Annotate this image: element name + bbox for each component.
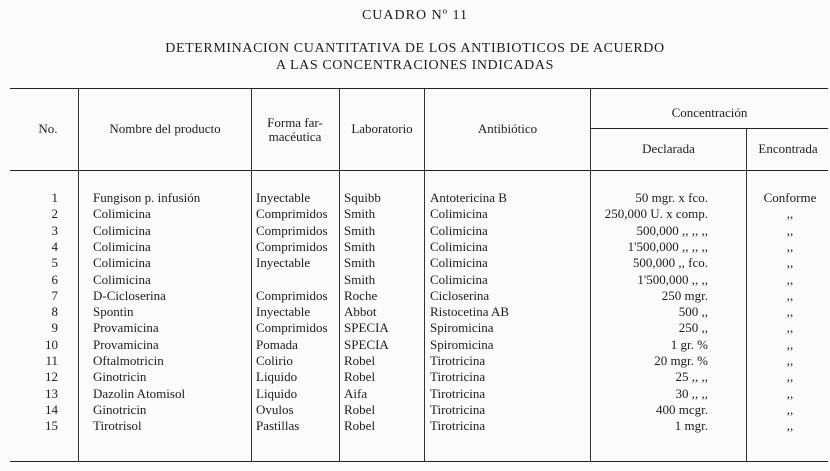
header-no: No.	[38, 121, 58, 136]
cell-encontrada: Conforme	[763, 190, 817, 205]
header-encontrada: Encontrada	[758, 141, 818, 156]
header-concentracion: Concentración	[671, 105, 748, 120]
cell-declarada: 250 ,,	[678, 320, 708, 336]
cell-declarada: 250,000 U. x comp.	[604, 206, 708, 222]
cell-antibiotico: Colimicina	[430, 222, 488, 238]
cell-declarada: 30 ,, ,,	[675, 385, 708, 401]
cell-forma: Comprimidos	[256, 287, 328, 303]
cell-encontrada: ,,	[786, 353, 794, 368]
cell-forma: Comprimidos	[256, 320, 328, 336]
cell-no: 13	[45, 385, 58, 401]
cell-laboratorio: SPECIA	[344, 336, 389, 352]
cell-antibiotico: Spiromicina	[430, 320, 494, 336]
header-forma	[252, 116, 338, 144]
cell-no: 8	[51, 304, 58, 320]
cell-no: 15	[45, 418, 58, 434]
cell-antibiotico: Tirotricina	[430, 401, 486, 417]
table-row	[0, 255, 830, 271]
cell-declarada: 1 gr. %	[670, 336, 708, 352]
cell-no: 12	[45, 369, 58, 385]
cell-laboratorio: Robel	[344, 401, 376, 417]
cell-encontrada: ,,	[786, 418, 794, 434]
cell-laboratorio: Robel	[344, 353, 376, 368]
cell-no: 5	[51, 255, 58, 271]
cell-no: 9	[51, 320, 58, 336]
cell-declarada: 400 mcgr.	[656, 401, 708, 417]
cell-antibiotico: Tirotricina	[430, 418, 486, 434]
cell-no: 2	[51, 206, 58, 222]
table-row	[0, 320, 830, 336]
table-row	[0, 272, 830, 288]
cell-antibiotico: Colimicina	[430, 255, 488, 271]
cell-laboratorio: Smith	[344, 271, 376, 287]
cell-encontrada: ,,	[786, 222, 794, 238]
cell-nombre: Tirotrisol	[93, 418, 142, 434]
cell-encontrada: ,,	[786, 320, 794, 336]
cell-encontrada: ,,	[786, 401, 794, 417]
cell-forma: Inyectable	[256, 255, 311, 271]
cell-antibiotico: Antotericina B	[430, 190, 507, 205]
cell-encontrada: ,,	[786, 385, 794, 401]
header-forma-line-1: Forma far-	[267, 115, 323, 130]
cell-declarada: 250 mgr.	[661, 287, 708, 303]
top-rule	[10, 88, 828, 89]
cell-declarada: 50 mgr. x fco.	[635, 190, 708, 205]
cell-encontrada: ,,	[786, 238, 794, 254]
cell-encontrada: ,,	[786, 271, 794, 287]
cell-laboratorio: Smith	[344, 255, 376, 271]
table-row	[0, 418, 830, 434]
cell-encontrada: ,,	[786, 369, 794, 385]
cell-antibiotico: Tirotricina	[430, 353, 486, 368]
cell-nombre: Provamicina	[93, 320, 159, 336]
cell-laboratorio: Robel	[344, 418, 376, 434]
cell-nombre: Ginotricin	[93, 369, 147, 385]
table-row	[0, 369, 830, 385]
cell-nombre: Colimicina	[93, 255, 151, 271]
cell-no: 14	[45, 401, 58, 417]
table-row	[0, 304, 830, 320]
table-row	[0, 288, 830, 304]
cell-encontrada: ,,	[786, 336, 794, 352]
header-declarada: Declarada	[642, 141, 695, 156]
cell-antibiotico: Tirotricina	[430, 385, 486, 401]
cell-declarada: 500,000 ,, fco.	[632, 255, 708, 271]
cell-nombre: Colimicina	[93, 206, 151, 222]
cell-nombre: Colimicina	[93, 238, 151, 254]
cell-no: 11	[45, 353, 58, 368]
cell-laboratorio: Squibb	[344, 190, 381, 205]
cell-no: 3	[51, 222, 58, 238]
cell-forma: Pomada	[256, 336, 298, 352]
bottom-rule	[10, 461, 828, 462]
cell-encontrada: ,,	[786, 255, 794, 271]
table-row	[0, 402, 830, 418]
cell-laboratorio: Smith	[344, 206, 376, 222]
concentration-rule	[590, 128, 828, 129]
cell-declarada: 1 mgr.	[674, 418, 708, 434]
header-forma-line-2: macéutica	[268, 129, 322, 144]
cell-encontrada: ,,	[786, 287, 794, 303]
cell-nombre: Oftalmotricin	[93, 353, 164, 368]
cell-nombre: Colimicina	[93, 222, 151, 238]
cell-declarada: 500 ,,	[678, 304, 708, 320]
cell-antibiotico: Cicloserina	[430, 287, 490, 303]
cell-declarada: 1'500,000 ,, ,, ,,	[627, 238, 708, 254]
title-line-1: DETERMINACION CUANTITATIVA DE LOS ANTIBIOTICOS DE ACUERDO	[165, 41, 665, 56]
cell-laboratorio: Robel	[344, 369, 376, 385]
cell-forma: Liquido	[256, 369, 298, 385]
cell-encontrada: ,,	[786, 206, 794, 222]
cell-nombre: Dazolin Atomisol	[93, 385, 186, 401]
cell-forma: Liquido	[256, 385, 298, 401]
cell-antibiotico: Spiromicina	[430, 336, 494, 352]
cell-no: 4	[51, 238, 58, 254]
cell-declarada: 1'500,000 ,, ,,	[637, 271, 708, 287]
header-antibiotico: Antibiótico	[477, 121, 538, 136]
header-laboratorio: Laboratorio	[351, 121, 413, 136]
cell-no: 7	[51, 287, 58, 303]
cell-no: 6	[51, 271, 58, 287]
cell-laboratorio: Abbot	[344, 304, 377, 320]
table-title	[0, 40, 830, 74]
cell-forma: Inyectable	[256, 190, 311, 205]
cell-forma: Comprimidos	[256, 238, 328, 254]
cell-laboratorio: Smith	[344, 238, 376, 254]
cell-forma: Comprimidos	[256, 222, 328, 238]
table-row	[0, 337, 830, 353]
cell-nombre: Ginotricin	[93, 401, 147, 417]
table-caption: CUADRO Nº 11	[361, 8, 469, 23]
cell-nombre: Colimicina	[93, 271, 151, 287]
header-nombre: Nombre del producto	[109, 121, 221, 136]
cell-declarada: 20 mgr. %	[654, 353, 708, 368]
cell-antibiotico: Colimicina	[430, 271, 488, 287]
cell-antibiotico: Ristocetina AB	[430, 304, 510, 320]
cell-no: 10	[45, 336, 58, 352]
cell-declarada: 500,000 ,, ,, ,,	[636, 222, 708, 238]
cell-antibiotico: Colimicina	[430, 238, 488, 254]
cell-declarada: 25 ,, ,,	[675, 369, 708, 385]
table-row	[0, 239, 830, 255]
table-row	[0, 353, 830, 369]
cell-nombre: Provamicina	[93, 336, 159, 352]
cell-antibiotico: Tirotricina	[430, 369, 486, 385]
cell-forma: Comprimidos	[256, 206, 328, 222]
cell-forma: Colirio	[256, 353, 293, 368]
cell-forma: Ovulos	[256, 401, 294, 417]
cell-forma: Inyectable	[256, 304, 311, 320]
cell-antibiotico: Colimicina	[430, 206, 488, 222]
table-row	[0, 386, 830, 402]
cell-forma: Pastillas	[256, 418, 300, 434]
cell-laboratorio: Smith	[344, 222, 376, 238]
title-line-2: A LAS CONCENTRACIONES INDICADAS	[275, 58, 554, 73]
table-row	[0, 223, 830, 239]
cell-laboratorio: Aifa	[344, 385, 368, 401]
cell-nombre: Spontin	[93, 304, 134, 320]
cell-encontrada: ,,	[786, 304, 794, 320]
cell-no: 1	[51, 190, 58, 205]
cell-laboratorio: Roche	[344, 287, 378, 303]
table-row	[0, 206, 830, 222]
cell-nombre: D-Cicloserina	[93, 287, 166, 303]
cell-nombre: Fungison p. infusión	[93, 190, 201, 205]
cell-laboratorio: SPECIA	[344, 320, 389, 336]
header-rule	[10, 170, 828, 171]
table-row	[0, 190, 830, 206]
